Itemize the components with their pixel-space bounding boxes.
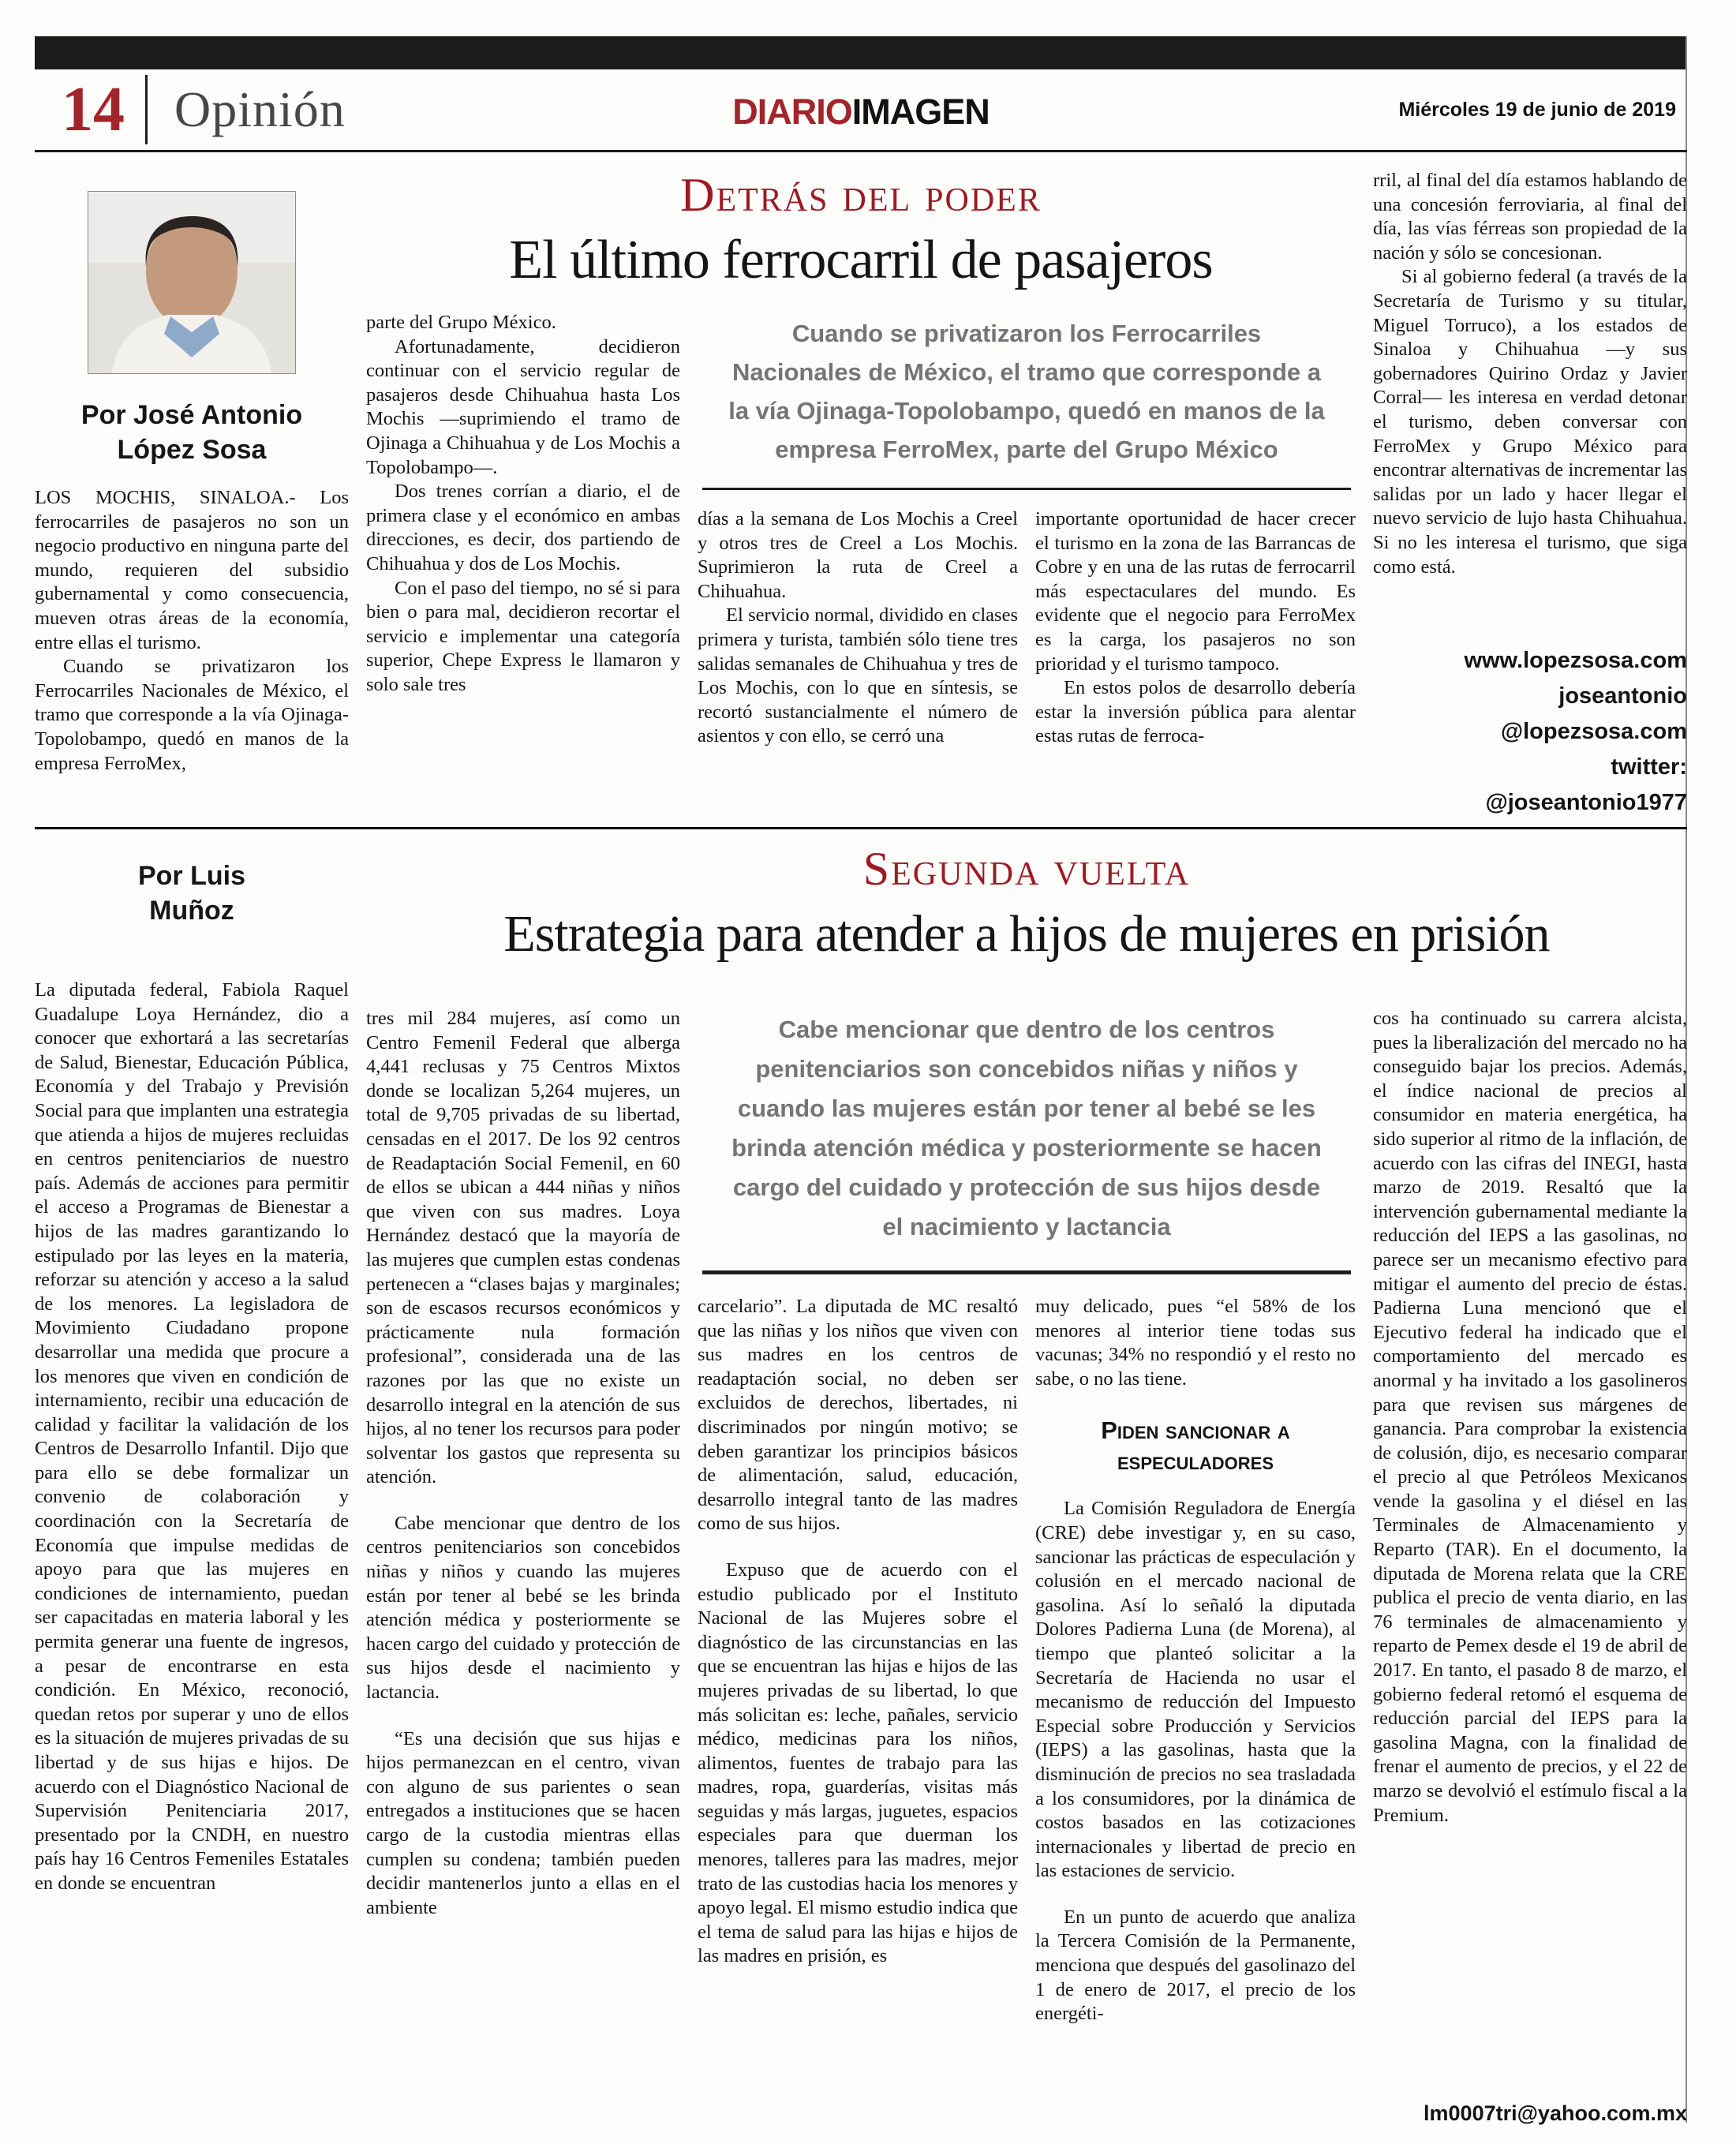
paragraph: www.lopezsosa.com bbox=[1464, 648, 1687, 673]
article1-byline: Por José Antonio López Sosa bbox=[80, 400, 303, 465]
paragraph: carcelario”. La diputada de MC resaltó que las niñas y los niños que viven con sus madres en los centros de readaptación social, no deben ser excluidos de derechos, libertades, ni discriminados por ningún motivo; se deben garantizar los principios básicos de alimentación, salud, educación, desarrollo integral tanto de las madres como de sus hijos. bbox=[698, 1296, 1018, 1535]
paragraph: Si al gobierno federal (a través de la Secretaría de Turismo y su titular, Miguel Torruco), a los estados de Sinaloa y Chihuahua —y sus gobernadores Quirino Ordaz y Javier Corral— les interesa en verdad detonar el turismo, deben conversar con FerroMex y Grupo México para encontrar alternativas de incrementar las salidas por un lado y hacer llegar el nuevo servicio de lujo hasta Chihuahua. Si no les interesa el turismo, que siga como está. bbox=[1373, 266, 1687, 578]
article1-center bbox=[366, 169, 1356, 821]
paragraph: importante oportunidad de hacer crecer el turismo en la zona de las Barrancas de Cobre y en una de las rutas de ferrocarril más espectaculares del mundo. Es evidente que el negocio para FerroMex es la carga, los pasajeros no son prioridad y el turismo tampoco. bbox=[1035, 508, 1356, 675]
article2-byline: Por Luis Muñoz bbox=[137, 861, 246, 926]
article2-pull-quote-rule bbox=[702, 1270, 1351, 1274]
article1-col3-text bbox=[698, 507, 1018, 821]
article2-pull-quote: Cabe mencionar que dentro de los centros penitenciarios son concebidos niñas y niños y cuando las mujeres están por tener al bebé se les brinda atención médica y posteriormente se hacen cargo del cuidado y protección de sus hijos desde el nacimiento y lactancia bbox=[731, 1016, 1322, 1240]
paragraph: “Es una decisión que sus hijas e hijos permanezcan en el centro, vivan con alguno de sus parientes o sean entregados a instituciones que se hacen cargo de la custodia mientras ellas cumplen su condena; también pueden decidir mantenerlos junto a ellas en el ambiente bbox=[366, 1727, 680, 1918]
article2-col4-rest bbox=[1035, 1497, 1356, 2026]
paragraph: La Comisión Reguladora de Energía (CRE) debe investigar y, en su caso, sancionar las prácticas de especulación y colusión en el mercado nacional de gasolina. Así lo señaló la diputada Dolores Padierna Luna (de Morena), al tiempo que planteó solicitar a la Secretaría de Hacienda no usar el mecanismo de reducción del Impuesto Especial sobre Producción y Servicios (IEPS) a las gasolinas, hasta que la disminución de precios no sea trasladada a los consumidores, por la dinámica de costos basados en las cotizaciones internacionales y libertad de precio en las estaciones de servicio. bbox=[1035, 1498, 1356, 1882]
page-header bbox=[35, 69, 1687, 152]
article2-col4-text bbox=[1035, 1295, 1356, 2126]
masthead-diario: DIARIO bbox=[732, 92, 852, 132]
paragraph: El servicio normal, dividido en clases primera y turista, también sólo tiene tres salidas semanales de Chihuahua y tres de Los Mochis, con lo que en síntesis, se recortó sustancialmente el número de asientos y con ello, se cerró una bbox=[698, 604, 1018, 747]
article1-col4-text bbox=[1035, 507, 1356, 821]
page-number: 14 bbox=[62, 75, 125, 144]
author-photo bbox=[88, 191, 296, 374]
paragraph: muy delicado, pues “el 58% de los menores al interior tiene todas sus vacunas; 34% no respondió y el resto no sabe, o no las tiene. bbox=[1035, 1296, 1356, 1390]
paragraph: Cabe mencionar que dentro de los centros penitenciarios son concebidos niñas y niños y cuando las mujeres están por tener al bebé se les brinda atención médica y posteriormente se hacen cargo del cuidado y protección de sus hijos desde el nacimiento y lactancia. bbox=[366, 1512, 680, 1704]
paragraph: Cuando se privatizaron los Ferrocarriles Nacionales de México, el tramo que corresponde a la vía Ojinaga-Topolobampo, quedó en manos de la empresa FerroMex, bbox=[35, 656, 349, 774]
paragraph: LOS MOCHIS, SINALOA.- Los ferrocarriles de pasajeros no son un negocio productivo en ninguna parte del mundo, requieren del subsidio gubernamental y como consecuencia, mueven otras áreas de la economía, entre ellas el turismo. bbox=[35, 487, 349, 653]
article1-kicker: Detrás del poder bbox=[680, 169, 1042, 221]
article1-column-1 bbox=[35, 169, 349, 821]
paragraph: rril, al final del día estamos hablando de una concesión ferroviaria, al final del día, las vías férreas son propiedad de la nación y sólo se concesionan. bbox=[1373, 170, 1687, 264]
paragraph: En estos polos de desarrollo debería estar la inversión pública para alentar estas rutas de ferroca- bbox=[1035, 677, 1356, 747]
paragraph: @lopezsosa.com bbox=[1500, 719, 1687, 744]
paragraph: cos ha continuado su carrera alcista, pues la liberalización del mercado no ha conseguido bajar los precios. Además, el índice nacional de precios al consumidor en materia energética, ha sido superior al ritmo de la inflación, de acuerdo con las cifras del INEGI, hasta marzo de 2019. Resaltó que la intervención gubernamental mediante la reducción del IEPS a las gasolinas, no parece ser un mecanismo efectivo para mitigar el aumento del precio de éstas. Padierna Luna mencionó que el Ejecutivo federal ha indicado que el comportamiento del mercado es anormal y ha invitado a los gasolineros para que revisen sus márgenes de ganancia. Para comprobar la existencia de colusión, dijo, es necesario comparar el precio al que Petróleos Mexicanos vende la gasolina y el diésel en las Terminales de Almacenamiento y Reparto (TAR). En el documento, la diputada de Morena relata que la CRE publica el precio de venta diario, en las 76 terminales de almacenamiento y reparto de Pemex desde el 19 de abril de 2017. En tanto, el pasado 8 de marzo, el gobierno federal retomó el esquema de reducción parcial del IEPS para la gasolina Magna, con la finalidad de frenar el aumento de precios, y el 22 de marzo se devolvió el estímulo fiscal a la Premium. bbox=[1373, 1008, 1687, 1826]
paragraph: @joseantonio1977 bbox=[1485, 790, 1687, 815]
top-black-bar bbox=[35, 36, 1687, 69]
masthead-imagen: IMAGEN bbox=[851, 92, 990, 132]
article-divider-rule bbox=[35, 827, 1687, 829]
masthead bbox=[732, 92, 990, 133]
paragraph: parte del Grupo México. bbox=[366, 312, 556, 333]
article1-col5-text bbox=[1373, 169, 1687, 635]
article-detras-del-poder bbox=[35, 169, 1687, 821]
article2-subhead: Piden sancionar a especuladores bbox=[1101, 1416, 1290, 1476]
paragraph: días a la semana de Los Mochis a Creel y otros tres de Creel a Los Mochis. Suprimieron la ruta de Creel a Chihuahua. bbox=[698, 508, 1018, 602]
article-segunda-vuelta bbox=[35, 843, 1687, 2126]
paragraph: La diputada federal, Fabiola Raquel Guadalupe Loya Hernández, dio a conocer que exhortará a las secretarías de Salud, Bienestar, Educación Pública, Economía y del Trabajo y Previsión Social para que implanten una estrategia que atienda a hijos de mujeres recluidas en centros penitenciarios de nuestro país. Además de acciones para permitir el acceso a Programas de Bienestar a hijos de las madres garantizando lo estipulado por las leyes en la materia, reforzar su atención y acceso a la salud de los menores. La legisladora de Movimiento Ciudadano propone desarrollar una medida que procure a los menores que viven en condición de internamiento, recibir una educación de calidad y facilitar la validación de los Centros de Desarrollo Infantil. Dijo que para ello se debe formalizar un convenio de colaboración y coordinación con la Secretaría de Economía que impulse medidas de apoyo para que las mujeres en condiciones de internamiento, puedan ser capacitadas en materia laboral y les permita generar una fuente de ingresos, a pesar de encontrarse en esta condición. En México, reconoció, quedan retos por superar y uno de ellos es la situación de mujeres privadas de su libertad y de sus hijas e hijos. De acuerdo con el Diagnóstico Nacional de Supervisión Penitenciaria 2017, presentado por la CNDH, en nuestro país hay 16 Centros Femeniles Estatales en donde se encuentran bbox=[35, 979, 349, 1894]
article2-kicker: Segunda vuelta bbox=[862, 843, 1191, 895]
paragraph: Con el paso del tiempo, no sé si para bien o para mal, decidieron recortar el servicio e implementar una categoría superior, Chepe Express le llamaron y solo sale tres bbox=[366, 577, 680, 695]
article2-col3-text bbox=[698, 1295, 1018, 2126]
edition-date: Miércoles 19 de junio de 2019 bbox=[1398, 98, 1676, 121]
article2-email: lm0007tri@yahoo.com.mx bbox=[1424, 2101, 1687, 2125]
article1-pull-quote-rule bbox=[702, 488, 1351, 490]
article1-headline: El último ferrocarril de pasajeros bbox=[509, 230, 1213, 290]
article1-col1-text bbox=[35, 486, 349, 821]
article2-col2-text bbox=[366, 1007, 680, 2126]
article2-center bbox=[366, 843, 1687, 2126]
article2-column-1 bbox=[35, 843, 349, 2126]
paragraph: En un punto de acuerdo que analiza la Tercera Comisión de la Permanente, menciona que después del gasolinazo del 1 de enero de 2017, el precio de los energéti- bbox=[1035, 1906, 1356, 2025]
article1-contact-links bbox=[1373, 635, 1687, 821]
article1-pull-quote: Cuando se privatizaron los Ferrocarriles Nacionales de México, el tramo que corresponde a la vía Ojinaga-Topolobampo, quedó en manos de la empresa FerroMex, parte del Grupo México bbox=[728, 320, 1325, 463]
article2-col5-text bbox=[1373, 1007, 1687, 2079]
paragraph: Afortunadamente, decidieron continuar con el servicio regular de pasajeros desde Chihuahua hasta Los Mochis —suprimiendo el tramo de Ojinaga a Chihuahua y de Los Mochis a Topolobampo—. bbox=[366, 335, 680, 478]
paragraph: tres mil 284 mujeres, así como un Centro Femenil Federal que alberga 4,441 reclusas y 75 Centros Mixtos donde se localizan 5,264 mujeres, un total de 9,705 privadas de su libertad, censadas en el 2017. De los 92 centros de Readaptación Social Femenil, en 60 de ellos se ubican a 444 niñas y niños que viven con sus madres. Loya Hernández destacó que la mayoría de las mujeres que cumplen estas condenas pertenecen a “clases bajas y marginales; son de escasos recursos económicos y prácticamente nula formación profesional”, considerada una de las razones por las que no existe un desarrollo integral en la atención de sus hijos, al no tener los recursos para poder solventar los gastos que representa su atención. bbox=[366, 1008, 680, 1488]
paragraph: joseantonio bbox=[1558, 683, 1687, 709]
article2-col1-text bbox=[35, 978, 349, 2126]
article1-column-5 bbox=[1373, 169, 1687, 821]
article1-col2-text bbox=[366, 311, 680, 821]
section-title: Opinión bbox=[174, 81, 346, 137]
paragraph: twitter: bbox=[1611, 754, 1687, 780]
article2-headline: Estrategia para atender a hijos de mujeres en prisión bbox=[503, 905, 1550, 963]
author-photo-image bbox=[88, 192, 295, 373]
paragraph: Expuso que de acuerdo con el estudio publicado por el Instituto Nacional de las Mujeres sobre el diagnóstico de las circunstancias en las que se encuentran las hijas e hijos de las mujeres privadas de su libertad, lo que más solicitan es: leche, pañales, servicio médico, medicinas para los niños, alimentos, fuentes de trabajo para las madres, ropa, guarderías, visitas más seguidas y más largas, juguetes, espacios especiales para que duerman los menores, talleres para las madres, mejor trato de las custodias hacia los menores y apoyo legal. El mismo estudio indica que el tema de salud para las hijas e hijos de las madres en prisión, es bbox=[698, 1558, 1018, 1967]
article2-column-5 bbox=[1373, 1007, 1687, 2126]
paragraph: Dos trenes corrían a diario, el de primera clase y el económico en ambas direcciones, es decir, dos partiendo de Chihuahua y dos de Los Mochis. bbox=[366, 481, 680, 574]
